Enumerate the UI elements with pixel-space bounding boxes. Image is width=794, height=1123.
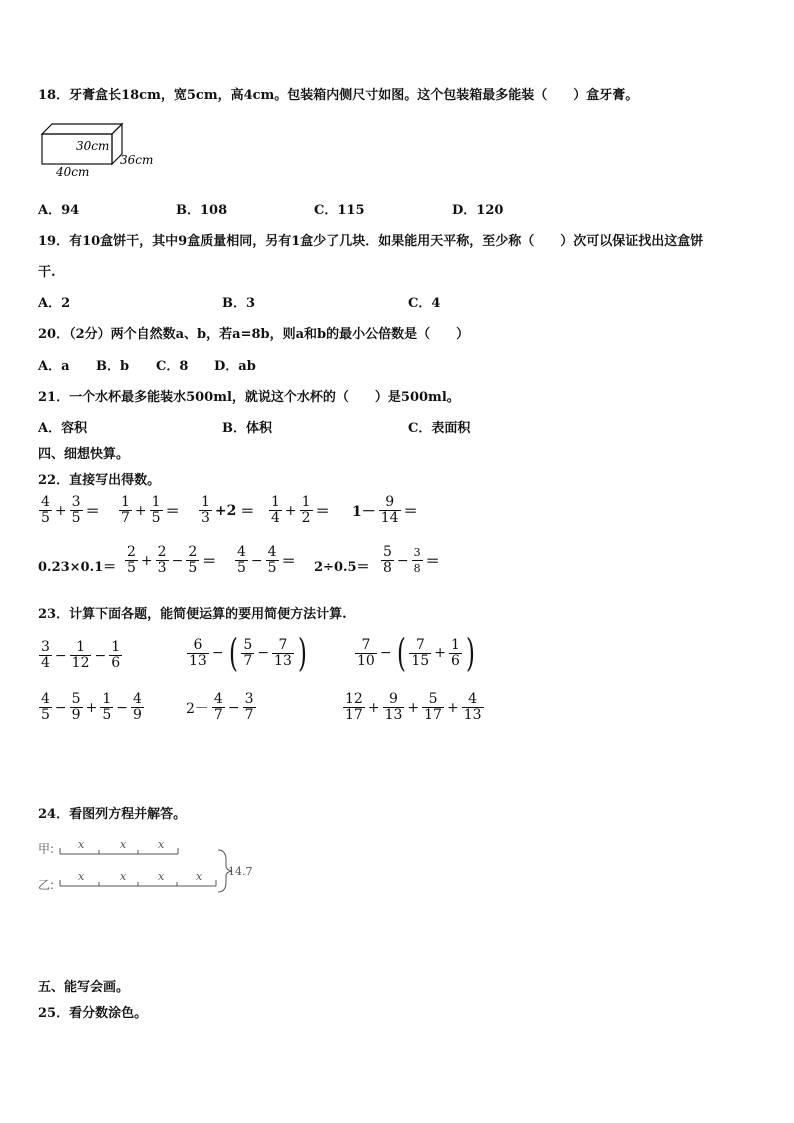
q23-expr-5: 2－ $\frac{4}{7}$ − $\frac{3}{7}$: [186, 691, 254, 723]
q21-text: 21．一个水杯最多能装水500ml，就说这个水杯的（ ）是500ml。: [38, 390, 460, 405]
q22-expr-2: $\frac{1}{7}$ + $\frac{1}{5}$ ＝: [121, 494, 180, 526]
yi-x-2: x: [120, 870, 127, 883]
q22-expr-1: $\frac{4}{5}$ + $\frac{3}{5}$ ＝: [41, 494, 100, 526]
q22-expr-7: $\frac{2}{5}$ + $\frac{2}{3}$ − $\frac{2}{5}$ ＝: [127, 544, 217, 576]
q23-expr-3: $\frac{7}{10}$ − ( $\frac{7}{15}$ + $\frac{1}{6}$ ): [357, 631, 475, 675]
q23-text: 23．计算下面各题，能简便运算的要用简便方法计算.: [38, 607, 347, 622]
q19-option-b[interactable]: B．3: [222, 296, 256, 311]
q19-option-c[interactable]: C．4: [408, 296, 441, 311]
jia-x-3: x: [158, 838, 165, 851]
q21-option-c[interactable]: C．表面积: [408, 421, 471, 436]
total-label: 14.7: [228, 865, 253, 878]
q18-option-d[interactable]: D．120: [452, 203, 504, 218]
q20-option-a[interactable]: A．a: [38, 359, 70, 374]
box-front-label: 30cm: [76, 139, 110, 153]
q18-option-a[interactable]: A．94: [38, 203, 80, 218]
yi-x-3: x: [158, 870, 165, 883]
section-4-heading: 四、细想快算。: [38, 447, 130, 462]
q18-text: 18．牙膏盒长18cm，宽5cm，高4cm。包装箱内侧尺寸如图。这个包装箱最多能装（ ）盒牙膏。: [38, 88, 639, 103]
q20-option-c[interactable]: C．8: [156, 359, 189, 374]
q22-expr-4: $\frac{1}{4}$ + $\frac{1}{2}$ ＝: [271, 494, 330, 526]
q20-text: 20．（2分）两个自然数a、b，若a=8b，则a和b的最小公倍数是（ ）: [38, 327, 470, 342]
q23-expr-6: $\frac{12}{17}$ + $\frac{9}{13}$ + $\frac{5}{17}$ + $\frac{4}{13}$: [345, 691, 482, 723]
q22-expr-5: 1－ $\frac{9}{14}$ ＝: [352, 494, 418, 526]
q20-option-b[interactable]: B．b: [96, 359, 130, 374]
segment-diagram: [36, 836, 256, 896]
box-side-label: 36cm: [120, 153, 154, 167]
q22-text: 22．直接写出得数。: [38, 473, 161, 488]
jia-label: 甲:: [38, 842, 55, 856]
q21-option-a[interactable]: A．容积: [38, 421, 88, 436]
q19-option-a[interactable]: A．2: [38, 296, 71, 311]
q22-expr-6: 0.23×0.1＝: [38, 560, 117, 575]
yi-x-1: x: [78, 870, 85, 883]
jia-x-1: x: [78, 838, 85, 851]
q24-text: 24．看图列方程并解答。: [38, 807, 187, 822]
box-bottom-label: 40cm: [56, 165, 90, 179]
q22-expr-3: $\frac{1}{3}$ +2 ＝: [201, 494, 255, 526]
q18-option-c[interactable]: C．115: [314, 203, 365, 218]
q19-text-line2: 干.: [38, 265, 56, 280]
q22-expr-10: $\frac{5}{8}$ − $\frac{3}{8}$ ＝: [383, 544, 440, 576]
q23-expr-4: $\frac{4}{5}$ − $\frac{5}{9}$ + $\frac{1}{5}$ − $\frac{4}{9}$: [41, 691, 142, 723]
q25-text: 25．看分数涂色。: [38, 1006, 148, 1021]
box-diagram: [38, 118, 168, 180]
q20-option-d[interactable]: D．ab: [214, 359, 256, 374]
section-5-heading: 五、能写会画。: [38, 980, 130, 995]
yi-label: 乙:: [38, 878, 55, 892]
jia-x-2: x: [120, 838, 127, 851]
q19-text-line1: 19．有10盒饼干，其中9盒质量相同，另有1盒少了几块．如果能用天平称，至少称（ ）次可以保证找出这盒饼: [38, 234, 704, 249]
q21-option-b[interactable]: B．体积: [222, 421, 272, 436]
q23-expr-2: $\frac{6}{13}$ − ( $\frac{5}{7}$ − $\frac{7}{13}$ ): [189, 631, 307, 675]
q22-expr-8: $\frac{4}{5}$ − $\frac{4}{5}$ ＝: [237, 544, 296, 576]
yi-x-4: x: [196, 870, 203, 883]
q18-option-b[interactable]: B．108: [176, 203, 228, 218]
q22-expr-9: 2÷0.5＝: [314, 560, 370, 575]
q23-expr-1: $\frac{3}{4}$ − $\frac{1}{12}$ − $\frac{1}{6}$: [41, 639, 121, 671]
